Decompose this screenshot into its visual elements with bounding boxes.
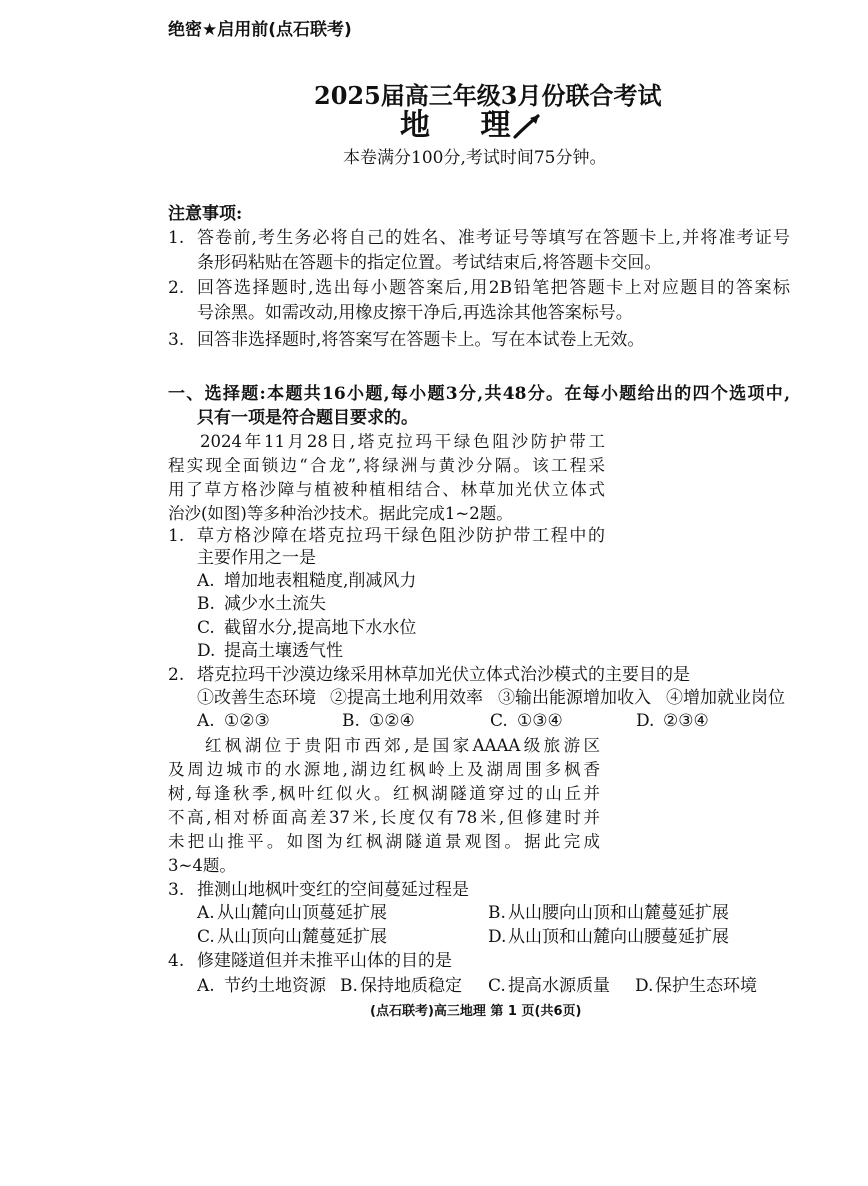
statement-item: ③输出能源增加收入	[498, 688, 651, 708]
question-stem: 推测山地枫叶变红的空间蔓延过程是	[197, 880, 469, 900]
option-label: D.	[197, 641, 216, 661]
question-stem: 修建隧道但并未推平山体的目的是	[197, 951, 452, 971]
passage-line: 红枫湖位于贵阳市西郊,是国家AAAA级旅游区	[205, 736, 600, 755]
instructions-heading: 注意事项:	[168, 204, 243, 224]
option-label: C.	[197, 927, 215, 947]
confidential-label: 绝密★启用前(点石联考)	[168, 20, 352, 40]
option-label: B.	[488, 903, 506, 923]
question-number: 2.	[168, 665, 185, 685]
option-label: A.	[197, 571, 215, 591]
option-a	[197, 975, 326, 997]
option-label: A.	[197, 903, 215, 923]
passage-line: 治沙(如图)等多种治沙技术。据此完成1~2题。	[168, 504, 513, 523]
option-label: D.	[635, 976, 654, 996]
page-footer: (点石联考)高三地理 第 1 页(共6页)	[370, 1004, 582, 1019]
option-text: 从山腰向山顶和山麓蔓延扩展	[508, 903, 729, 923]
option-c	[490, 710, 563, 732]
option-text: 提高水源质量	[508, 976, 610, 996]
passage-line: 用了草方格沙障与植被种植相结合、林草加光伏立体式	[168, 480, 605, 499]
option-c	[197, 617, 416, 639]
option-c	[197, 926, 387, 948]
option-label: C.	[488, 976, 506, 996]
passage-line: 2024年11月28日,塔克拉玛干绿色阻沙防护带工	[200, 432, 605, 451]
statement-item: ②提高土地利用效率	[330, 688, 483, 708]
passage-line: 程实现全面锁边“合龙”,将绿洲与黄沙分隔。该工程采	[168, 456, 605, 475]
option-label: B.	[342, 711, 360, 731]
option-text: ②③④	[663, 711, 709, 731]
question-number: 1.	[168, 526, 185, 546]
instruction-line: 号涂黑。如需改动,用橡皮擦干净后,再选涂其他答案标号。	[197, 303, 633, 323]
instruction-line: 回答非选择题时,将答案写在答题卡上。写在本试卷上无效。	[197, 330, 645, 350]
option-d	[635, 975, 757, 997]
option-b	[488, 902, 729, 924]
option-text: ①②③	[224, 711, 270, 731]
option-label: B.	[340, 976, 358, 996]
option-a	[197, 570, 416, 592]
statement-item: ①改善生态环境	[197, 688, 316, 708]
option-text: 从山顶和山麓向山腰蔓延扩展	[508, 927, 729, 947]
statement-item: ④增加就业岗位	[666, 688, 785, 708]
option-label: D.	[488, 927, 507, 947]
option-b	[197, 593, 326, 615]
passage-line: 未把山推平。如图为红枫湖隧道景观图。据此完成	[168, 832, 600, 851]
exam-info: 本卷满分100分,考试时间75分钟。	[343, 148, 607, 168]
instruction-number: 2.	[168, 278, 185, 298]
option-d	[636, 710, 709, 732]
pen-mark-icon	[512, 113, 542, 139]
question-stem: 主要作用之一是	[197, 548, 316, 568]
option-text: ①③④	[517, 711, 563, 731]
question-number: 3.	[168, 880, 185, 900]
option-b	[342, 710, 415, 732]
option-b	[340, 975, 462, 997]
subject-title: 地 理	[400, 108, 531, 143]
instruction-line: 答卷前,考生务必将自己的姓名、准考证号等填写在答题卡上,并将准考证号	[197, 228, 790, 248]
exam-title: 2025届高三年级3月份联合考试	[314, 81, 662, 110]
option-d	[488, 926, 729, 948]
option-text: 从山顶向山麓蔓延扩展	[217, 927, 387, 947]
option-text: 减少水土流失	[224, 594, 326, 614]
option-label: B.	[197, 594, 215, 614]
instruction-line: 回答选择题时,选出每小题答案后,用2B铅笔把答题卡上对应题目的答案标	[197, 278, 790, 298]
option-c	[488, 975, 610, 997]
option-text: 增加地表粗糙度,削减风力	[224, 571, 417, 591]
option-text: 提高土壤透气性	[224, 641, 343, 661]
question-stem: 塔克拉玛干沙漠边缘采用林草加光伏立体式治沙模式的主要目的是	[197, 665, 690, 685]
option-text: 保持地质稳定	[360, 976, 462, 996]
passage-line: 不高,相对桥面高差37米,长度仅有78米,但修建时并	[168, 808, 600, 827]
option-text: 截留水分,提高地下水水位	[224, 618, 417, 638]
option-label: C.	[197, 618, 215, 638]
instruction-number: 3.	[168, 330, 185, 350]
option-text: 保护生态环境	[655, 976, 757, 996]
option-label: A.	[197, 711, 215, 731]
passage-line: 3~4题。	[168, 856, 236, 875]
section-heading: 只有一项是符合题目要求的。	[197, 408, 418, 428]
option-a	[197, 710, 270, 732]
question-stem: 草方格沙障在塔克拉玛干绿色阻沙防护带工程中的	[197, 526, 605, 546]
instruction-line: 条形码粘贴在答题卡的指定位置。考试结束后,将答题卡交回。	[197, 253, 662, 273]
option-text: 节约土地资源	[224, 976, 326, 996]
option-label: A.	[197, 976, 215, 996]
option-d	[197, 640, 343, 662]
question-number: 4.	[168, 951, 185, 971]
passage-line: 及周边城市的水源地,湖边红枫岭上及湖周围多枫香	[168, 760, 600, 779]
option-text: 从山麓向山顶蔓延扩展	[217, 903, 387, 923]
option-label: C.	[490, 711, 508, 731]
section-heading: 一、选择题:本题共16小题,每小题3分,共48分。在每小题给出的四个选项中,	[168, 384, 790, 404]
instruction-number: 1.	[168, 228, 185, 248]
option-label: D.	[636, 711, 655, 731]
option-a	[197, 902, 387, 924]
option-text: ①②④	[369, 711, 415, 731]
passage-line: 树,每逢秋季,枫叶红似火。红枫湖隧道穿过的山丘并	[168, 784, 600, 803]
